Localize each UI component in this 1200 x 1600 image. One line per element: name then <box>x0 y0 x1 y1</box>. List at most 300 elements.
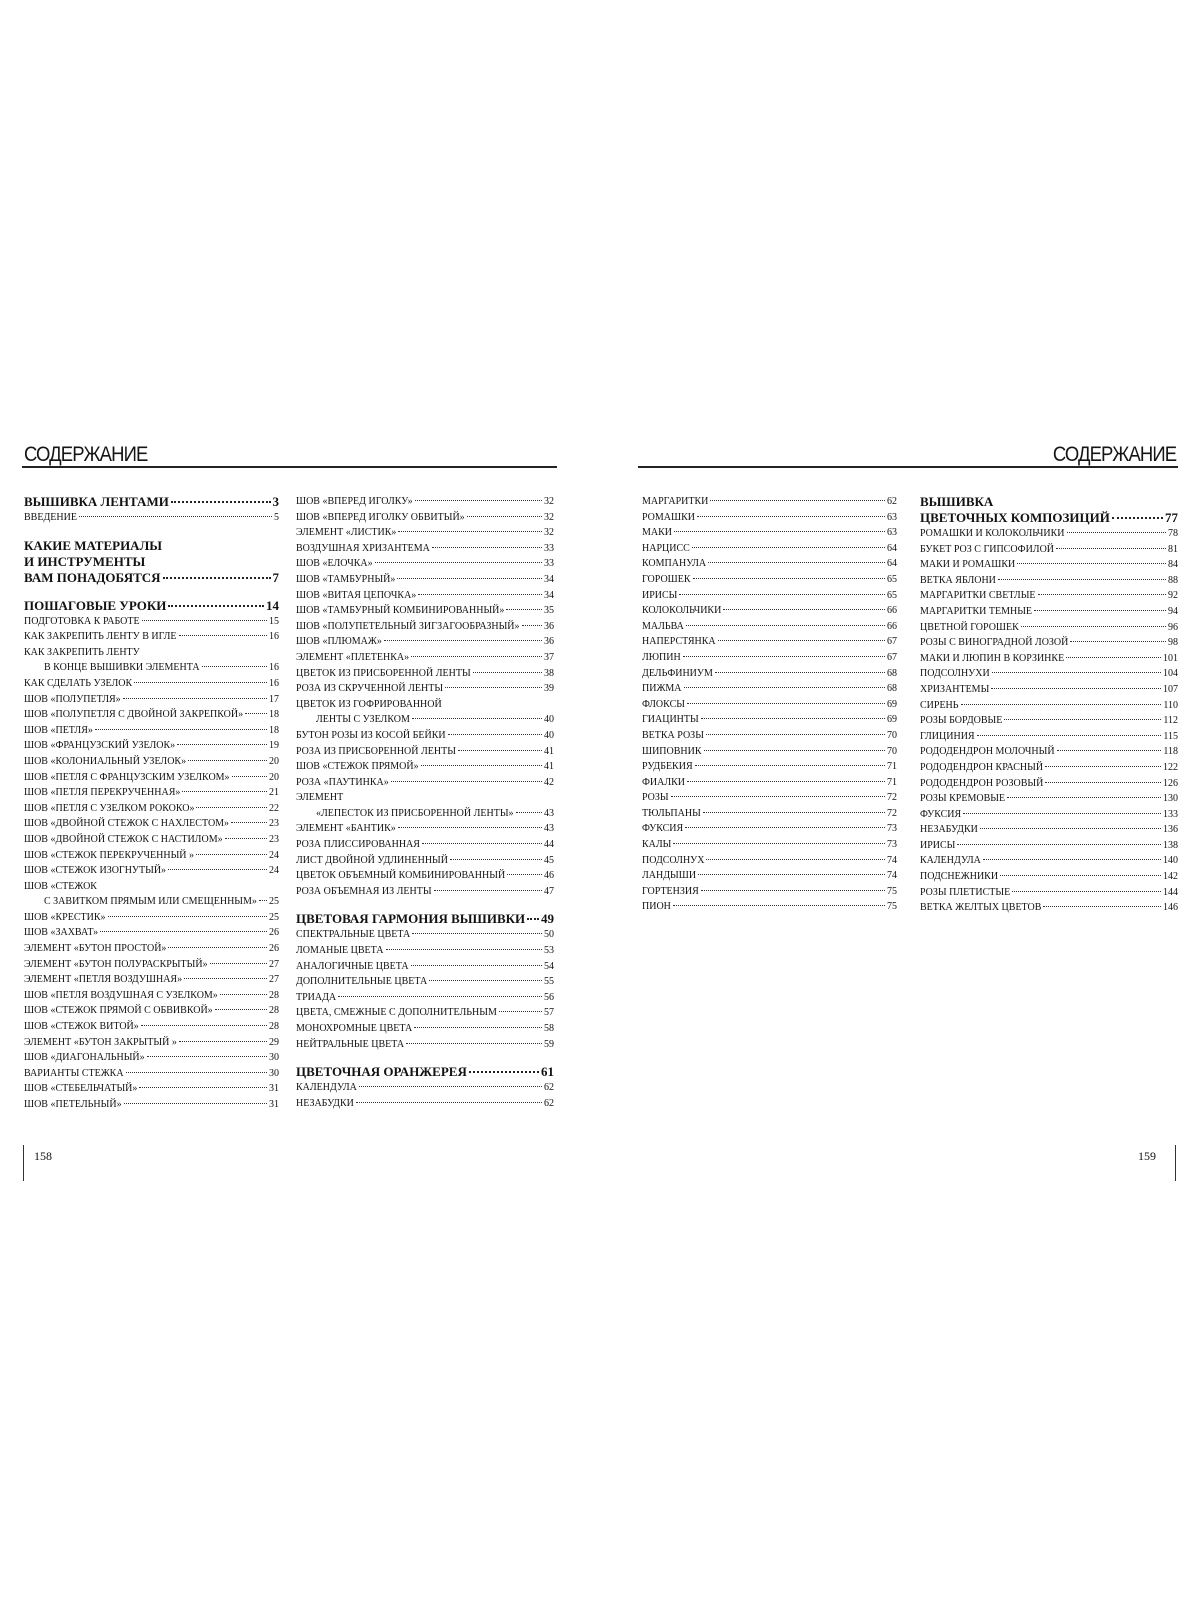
dot-leader <box>698 874 885 875</box>
toc-entry-page: 34 <box>544 573 554 585</box>
toc-entry-title: ШОВ «КРЕСТИК» <box>24 911 106 923</box>
toc-entry <box>642 510 897 526</box>
toc-entry-page: 42 <box>544 776 554 788</box>
toc-entry <box>24 660 279 676</box>
toc-entry-title: НЕЗАБУДКИ <box>920 824 978 836</box>
toc-entry-title: ВЫШИВКА <box>920 494 994 509</box>
toc-entry-title: ЭЛЕМЕНТ «ПЛЕТЕНКА» <box>296 651 410 663</box>
header-rule <box>22 466 557 468</box>
toc-entry-page: 54 <box>544 960 554 972</box>
dot-leader <box>231 822 267 823</box>
toc-entry <box>24 645 279 661</box>
dot-leader <box>706 734 885 735</box>
toc-entry-title: ФИАЛКИ <box>642 776 686 788</box>
toc-entry <box>24 1081 279 1097</box>
toc-entry-title: ПОДСОЛНУХИ <box>920 668 990 680</box>
toc-entry <box>920 573 1178 589</box>
toc-entry <box>920 807 1178 823</box>
toc-entry-title: ВАРИАНТЫ СТЕЖКА <box>24 1067 124 1079</box>
toc-entry-title: ШОВ «ПЕТЛЯ С ФРАНЦУЗСКИМ УЗЕЛКОМ» <box>24 771 230 783</box>
toc-entry-page: 59 <box>544 1038 554 1050</box>
dot-leader <box>507 874 542 875</box>
toc-entry-title: РОЗА ПЛИССИРОВАННАЯ <box>296 839 420 851</box>
toc-entry <box>24 832 279 848</box>
dot-leader <box>998 579 1166 580</box>
dot-leader <box>963 813 1161 814</box>
toc-entry <box>920 729 1178 745</box>
dot-leader <box>1056 548 1166 549</box>
toc-entry-title: РОЗА ОБЪЕМНАЯ ИЗ ЛЕНТЫ <box>296 885 432 897</box>
dot-leader <box>673 905 885 906</box>
dot-leader <box>202 666 267 667</box>
toc-entry-title: ЛЮПИН <box>642 651 681 663</box>
toc-entry-page: 32 <box>544 527 554 539</box>
page-number: 158 <box>34 1149 52 1163</box>
toc-entry-title: ШОВ «ДВОЙНОЙ СТЕЖОК С НАХЛЕСТОМ» <box>24 818 230 830</box>
dot-leader <box>685 827 885 828</box>
toc-entry-page: 15 <box>269 615 279 627</box>
toc-entry-page: 27 <box>269 958 279 970</box>
toc-entry-page: 18 <box>269 709 279 721</box>
toc-entry-title: ЭЛЕМЕНТ «БУТОН ПОЛУРАСКРЫТЫЙ» <box>24 958 208 970</box>
toc-entry-page: 25 <box>269 896 279 908</box>
toc-entry-title: ШОВ «ПЕТЛЯ ВОЗДУШНАЯ С УЗЕЛКОМ» <box>24 989 218 1001</box>
dot-leader <box>95 729 267 730</box>
toc-entry <box>296 884 554 900</box>
toc-entry-title: ШОВ «ПЕТЛЯ ПЕРЕКРУЧЕННАЯ» <box>24 787 181 799</box>
toc-entry-title: ФУКСИЯ <box>920 808 962 820</box>
toc-entry-title: ПОДСНЕЖНИКИ <box>920 871 999 883</box>
dot-leader <box>499 1011 542 1012</box>
toc-section-heading <box>296 911 554 927</box>
toc-entry-title: ВАМ ПОНАДОБЯТСЯ <box>24 569 161 585</box>
dot-leader <box>1067 532 1166 533</box>
dot-leader <box>1000 875 1161 876</box>
toc-entry-page: 18 <box>269 724 279 736</box>
toc-entry-title: РОДОДЕНДРОН КРАСНЫЙ <box>920 761 1044 773</box>
toc-entry <box>296 821 554 837</box>
toc-entry-page: 39 <box>544 683 554 695</box>
dot-leader <box>686 625 885 626</box>
toc-entry-title: РОЗЫ <box>642 792 669 804</box>
dot-leader <box>134 682 267 683</box>
dot-leader <box>188 760 267 761</box>
toc-entry <box>920 526 1178 542</box>
dot-leader <box>977 735 1162 736</box>
toc-entry-page: 66 <box>887 605 897 617</box>
toc-entry-page: 32 <box>544 511 554 523</box>
dot-leader <box>715 672 885 673</box>
dot-leader <box>1017 563 1166 564</box>
toc-entry-title: КАЛЕНДУЛА <box>296 1082 357 1094</box>
toc-entry-title: МАЛЬВА <box>642 620 684 632</box>
toc-entry-title: ЦВЕТОК ИЗ ПРИСБОРЕННОЙ ЛЕНТЫ <box>296 667 471 679</box>
toc-entry-title: РОЗА «ПАУТИНКА» <box>296 776 389 788</box>
dot-leader <box>684 687 885 688</box>
toc-entry-title: ХРИЗАНТЕМЫ <box>920 683 990 695</box>
toc-entry-page: 40 <box>544 714 554 726</box>
dot-leader <box>398 827 542 828</box>
page-number: 159 <box>1138 1149 1156 1163</box>
toc-entry-page: 41 <box>544 761 554 773</box>
toc-entry <box>296 853 554 869</box>
toc-entry-page: 88 <box>1168 574 1178 586</box>
toc-entry-page: 71 <box>887 761 897 773</box>
toc-entry-title: РОЗА ИЗ СКРУЧЕННОЙ ЛЕНТЫ <box>296 683 444 695</box>
toc-entry <box>24 879 279 895</box>
toc-entry-title: ШОВ «СТЕЖОК ИЗОГНУТЫЙ» <box>24 865 167 877</box>
toc-entry-title: ШОВ «СТЕБЕЛЬЧАТЫЙ» <box>24 1083 138 1095</box>
toc-entry-title: ЭЛЕМЕНТ «БУТОН ЗАКРЫТЫЙ » <box>24 1036 177 1048</box>
dot-leader <box>991 688 1161 689</box>
toc-entry-title: ЦВЕТОЧНЫХ КОМПОЗИЦИЙ <box>920 510 1110 525</box>
dot-leader <box>1021 626 1166 627</box>
dot-leader <box>411 965 542 966</box>
toc-entry-page: 56 <box>544 991 554 1003</box>
section-gap <box>24 526 279 538</box>
toc-entry <box>24 754 279 770</box>
toc-section-heading <box>24 494 279 510</box>
dot-leader <box>147 1056 267 1057</box>
toc-entry-title: КОЛОКОЛЬЧИКИ <box>642 605 722 617</box>
toc-entry-title: РОЗЫ С ВИНОГРАДНОЙ ЛОЗОЙ <box>920 637 1069 649</box>
toc-entry-title: ИРИСЫ <box>920 839 956 851</box>
toc-entry <box>642 868 897 884</box>
toc-entry-page: 21 <box>269 787 279 799</box>
toc-entry-page: 75 <box>887 901 897 913</box>
dot-leader <box>706 859 885 860</box>
toc-entry-page: 23 <box>269 818 279 830</box>
toc-entry <box>642 712 897 728</box>
toc-entry <box>642 790 897 806</box>
dot-leader <box>469 1071 539 1073</box>
toc-entry-title: НЕЙТРАЛЬНЫЕ ЦВЕТА <box>296 1038 405 1050</box>
toc-entry-title: БУТОН РОЗЫ ИЗ КОСОЙ БЕЙКИ <box>296 729 446 741</box>
toc-section-heading <box>296 1064 554 1080</box>
toc-entry-page: 126 <box>1163 777 1178 789</box>
toc-entry <box>920 838 1178 854</box>
dot-leader <box>1007 797 1161 798</box>
toc-entry-page: 3 <box>272 494 279 509</box>
toc-entry-page: 28 <box>269 1021 279 1033</box>
toc-entry-page: 74 <box>887 854 897 866</box>
toc-entry-page: 136 <box>1163 824 1178 836</box>
toc-entry <box>642 650 897 666</box>
toc-entry <box>24 629 279 645</box>
toc-entry-title: ШОВ «ДВОЙНОЙ СТЕЖОК С НАСТИЛОМ» <box>24 833 223 845</box>
toc-entry <box>24 1019 279 1035</box>
toc-entry-title: ЛИСТ ДВОЙНОЙ УДЛИНЕННЫЙ <box>296 854 448 866</box>
dot-leader <box>184 978 267 979</box>
toc-entry-page: 64 <box>887 558 897 570</box>
toc-entry-title: МОНОХРОМНЫЕ ЦВЕТА <box>296 1023 413 1034</box>
toc-entry <box>296 1005 554 1021</box>
toc-entry <box>296 1021 554 1037</box>
toc-entry <box>296 990 554 1006</box>
toc-section-heading <box>24 598 279 614</box>
toc-entry-title: ДОПОЛНИТЕЛЬНЫЕ ЦВЕТА <box>296 976 428 988</box>
toc-entry <box>642 806 897 822</box>
toc-entry <box>296 619 554 635</box>
toc-entry-page: 62 <box>544 1097 554 1109</box>
toc-entry <box>642 837 897 853</box>
toc-entry-page: 26 <box>269 927 279 939</box>
toc-entry <box>296 759 554 775</box>
toc-entry-title: АНАЛОГИЧНЫЕ ЦВЕТА <box>296 960 409 972</box>
toc-entry-page: 115 <box>1163 730 1178 742</box>
toc-entry-title: ШОВ «СТЕЖОК ВИТОЙ» <box>24 1021 139 1033</box>
dot-leader <box>391 781 542 782</box>
toc-entry-title: НАПЕРСТЯНКА <box>642 636 716 648</box>
toc-entry-page: 16 <box>269 662 279 674</box>
toc-entry-page: 146 <box>1163 902 1178 914</box>
toc-entry <box>24 723 279 739</box>
toc-entry <box>642 899 897 915</box>
toc-entry-page: 63 <box>887 511 897 523</box>
toc-entry <box>24 848 279 864</box>
dot-leader <box>429 980 542 981</box>
toc-entry-page: 14 <box>266 597 279 613</box>
toc-entry-title: ШОВ «ПЛЮМАЖ» <box>296 636 382 648</box>
toc-entry-title: СИРЕНЬ <box>920 699 959 711</box>
toc-entry <box>920 666 1178 682</box>
toc-entry-title: ЦВЕТОЧНАЯ ОРАНЖЕРЕЯ <box>296 1064 467 1080</box>
toc-entry <box>920 869 1178 885</box>
dot-leader <box>718 640 885 641</box>
toc-entry <box>296 1096 554 1112</box>
toc-entry-title: МАРГАРИТКИ ТЕМНЫЕ <box>920 605 1033 617</box>
toc-entry-title: ШОВ «ЕЛОЧКА» <box>296 558 373 570</box>
dot-leader <box>693 578 885 579</box>
toc-entry <box>920 744 1178 760</box>
toc-entry-page: 107 <box>1163 683 1178 695</box>
toc-entry-page: 122 <box>1163 761 1178 773</box>
toc-entry <box>296 1080 554 1096</box>
toc-entry-page: 36 <box>544 620 554 632</box>
toc-entry-page: 7 <box>272 569 279 585</box>
dot-leader <box>225 838 267 839</box>
toc-column <box>296 494 554 1111</box>
toc-entry-page: 61 <box>541 1064 554 1080</box>
toc-entry-page: 77 <box>1165 510 1178 525</box>
toc-entry-page: 72 <box>887 792 897 804</box>
dot-leader <box>701 890 885 891</box>
toc-entry-page: 44 <box>544 839 554 851</box>
toc-entry-title: ГОРТЕНЗИЯ <box>642 885 699 897</box>
toc-entry <box>920 635 1178 651</box>
toc-entry-page: 41 <box>544 745 554 757</box>
toc-entry <box>920 822 1178 838</box>
dot-leader <box>196 807 267 808</box>
dot-leader <box>961 704 1162 705</box>
dot-leader <box>683 656 885 657</box>
toc-entry-title: ШОВ «ПЕТЛЯ» <box>24 724 93 736</box>
toc-entry-title: НЕЗАБУДКИ <box>296 1097 354 1109</box>
toc-entry-page: 67 <box>887 651 897 663</box>
dot-leader <box>123 698 267 699</box>
dot-leader <box>397 578 542 579</box>
toc-entry-page: 101 <box>1163 652 1178 664</box>
dot-leader <box>179 1041 267 1042</box>
toc-entry-page: 25 <box>269 911 279 923</box>
toc-entry <box>920 604 1178 620</box>
toc-entry-page: 37 <box>544 651 554 663</box>
toc-entry-title: ГИАЦИНТЫ <box>642 714 699 726</box>
toc-entry-title: ПОДСОЛНУХ <box>642 854 705 866</box>
dot-leader <box>1034 610 1166 611</box>
toc-entry-title: ЦВЕТОВАЯ ГАРМОНИЯ ВЫШИВКИ <box>296 911 526 927</box>
toc-entry-page: 31 <box>269 1083 279 1095</box>
toc-entry-title: РОМАШКИ И КОЛОКОЛЬЧИКИ <box>920 528 1065 539</box>
toc-entry-page: 74 <box>887 870 897 882</box>
toc-entry <box>24 972 279 988</box>
toc-entry <box>920 791 1178 807</box>
dot-leader <box>516 812 542 813</box>
toc-entry <box>24 1035 279 1051</box>
toc-entry-page: 16 <box>269 677 279 689</box>
toc-entry-title: РОЗА ИЗ ПРИСБОРЕННОЙ ЛЕНТЫ <box>296 745 456 757</box>
section-gap <box>24 586 279 598</box>
toc-entry <box>296 959 554 975</box>
toc-entry-title: ЭЛЕМЕНТ «ЛИСТИК» <box>296 527 397 539</box>
toc-entry-page: 63 <box>887 527 897 539</box>
toc-entry <box>296 494 554 510</box>
dot-leader <box>386 949 543 950</box>
toc-entry-title: ШОВ «ТАМБУРНЫЙ КОМБИНИРОВАННЫЙ» <box>296 605 505 617</box>
toc-entry-page: 49 <box>541 911 554 927</box>
toc-entry-page: 144 <box>1163 886 1178 898</box>
toc-entry <box>920 900 1178 916</box>
toc-entry <box>642 775 897 791</box>
toc-entry-page: 34 <box>544 589 554 601</box>
toc-entry <box>920 698 1178 714</box>
toc-entry-title: ФЛОКСЫ <box>642 698 685 710</box>
toc-entry-title: ВВЕДЕНИЕ <box>24 512 77 523</box>
toc-entry <box>296 837 554 853</box>
toc-entry-page: 65 <box>887 573 897 585</box>
toc-entry-page: 33 <box>544 542 554 554</box>
toc-entry <box>24 816 279 832</box>
toc-entry-title: КАК ЗАКРЕПИТЬ ЛЕНТУ <box>24 646 140 658</box>
toc-entry-title: ШОВ «СТЕЖОК <box>24 880 97 892</box>
toc-entry <box>642 759 897 775</box>
toc-entry-title: РОЗЫ ПЛЕТИСТЫЕ <box>920 886 1011 898</box>
dot-leader <box>359 1086 542 1087</box>
toc-entry <box>24 738 279 754</box>
toc-entry-title: ПИЖМА <box>642 683 682 695</box>
toc-entry-title: ШОВ «СТЕЖОК ПРЯМОЙ» <box>296 761 419 773</box>
dot-leader <box>710 500 885 501</box>
toc-entry-page: 71 <box>887 776 897 788</box>
dot-leader <box>220 994 267 995</box>
dot-leader <box>983 859 1161 860</box>
toc-entry-page: 110 <box>1163 699 1178 711</box>
dot-leader <box>421 765 542 766</box>
toc-entry-title: ЭЛЕМЕНТ «ПЕТЛЯ ВОЗДУШНАЯ» <box>24 974 183 986</box>
dot-leader <box>701 718 885 719</box>
toc-entry <box>24 894 279 910</box>
toc-column <box>642 494 897 915</box>
toc-entry-title: КАЛЕНДУЛА <box>920 855 981 867</box>
toc-entry-page: 112 <box>1163 715 1178 727</box>
toc-entry-title: ШОВ «ЗАХВАТ» <box>24 927 99 939</box>
toc-entry <box>24 1066 279 1082</box>
toc-entry <box>296 927 554 943</box>
toc-entry-page: 138 <box>1163 839 1178 851</box>
toc-entry-title: РОЗЫ КРЕМОВЫЕ <box>920 793 1006 805</box>
dot-leader <box>687 781 885 782</box>
toc-entry-title: МАКИ И РОМАШКИ <box>920 559 1016 571</box>
dot-leader <box>674 531 885 532</box>
toc-entry-title: ШОВ «СТЕЖОК ПРЯМОЙ С ОБВИВКОЙ» <box>24 1005 213 1017</box>
toc-entry-page: 94 <box>1168 605 1178 617</box>
toc-entry-title: ШОВ «КОЛОНИАЛЬНЫЙ УЗЕЛОК» <box>24 755 187 767</box>
toc-entry <box>296 541 554 557</box>
toc-entry-page: 29 <box>269 1036 279 1048</box>
toc-entry <box>920 713 1178 729</box>
toc-entry-page: 81 <box>1168 543 1178 555</box>
toc-entry-page: 69 <box>887 698 897 710</box>
toc-entry <box>642 588 897 604</box>
toc-entry <box>24 941 279 957</box>
toc-entry-page: 30 <box>269 1067 279 1079</box>
dot-leader <box>1045 766 1161 767</box>
toc-entry <box>24 785 279 801</box>
toc-entry-title: ФУКСИЯ <box>642 823 684 835</box>
toc-entry-page: 36 <box>544 636 554 648</box>
toc-entry-page: 38 <box>544 667 554 679</box>
dot-leader <box>1057 750 1162 751</box>
toc-entry-page: 32 <box>544 496 554 507</box>
dot-leader <box>527 918 539 920</box>
toc-entry-page: 65 <box>887 589 897 601</box>
toc-entry <box>296 650 554 666</box>
toc-entry <box>642 541 897 557</box>
toc-entry-title: ЛЕНТЫ С УЗЕЛКОМ <box>316 714 410 726</box>
dot-leader <box>412 933 542 934</box>
dot-leader <box>448 734 542 735</box>
toc-entry <box>296 525 554 541</box>
toc-column <box>24 494 279 1113</box>
toc-section-heading <box>24 554 279 570</box>
toc-entry-page: 98 <box>1168 637 1178 649</box>
dot-leader <box>1045 782 1161 783</box>
dot-leader <box>384 640 542 641</box>
toc-entry-page: 78 <box>1168 528 1178 539</box>
dot-leader <box>708 562 885 563</box>
toc-entry-title: И ИНСТРУМЕНТЫ <box>24 553 146 569</box>
dot-leader <box>957 844 1161 845</box>
toc-entry <box>296 510 554 526</box>
dot-leader <box>704 750 885 751</box>
toc-entry <box>920 557 1178 573</box>
dot-leader <box>458 750 542 751</box>
toc-entry <box>24 676 279 692</box>
toc-entry-title: РУДБЕКИЯ <box>642 761 693 773</box>
toc-entry <box>642 884 897 900</box>
toc-entry-title: ШОВ «ТАМБУРНЫЙ» <box>296 573 396 585</box>
toc-entry-page: 35 <box>544 605 554 617</box>
toc-entry <box>920 885 1178 901</box>
toc-entry <box>642 572 897 588</box>
toc-entry <box>296 1037 554 1053</box>
toc-entry-page: 96 <box>1168 621 1178 633</box>
toc-entry-page: 30 <box>269 1052 279 1064</box>
toc-entry <box>642 821 897 837</box>
toc-entry <box>24 510 279 526</box>
toc-entry-page: 19 <box>269 740 279 752</box>
dot-leader <box>695 765 885 766</box>
